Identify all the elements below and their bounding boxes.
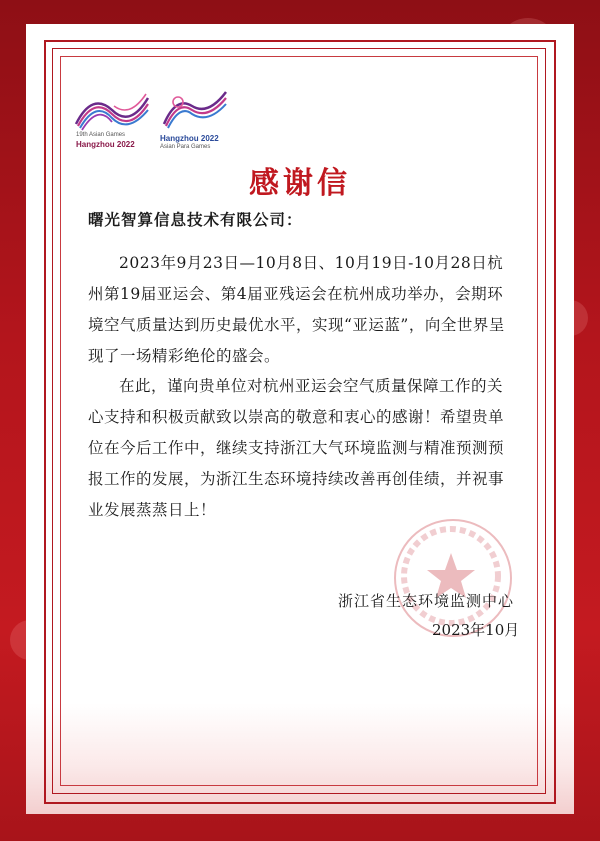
asian-para-games-logo-line2: Asian Para Games bbox=[160, 144, 211, 150]
asian-games-logo-line2: Hangzhou 2022 bbox=[76, 140, 135, 149]
asian-games-logo bbox=[72, 88, 152, 132]
paragraph-2: 在此，谨向贵单位对杭州亚运会空气质量保障工作的关心支持和积极贡献致以崇高的敬意和衷心的感谢！希望贵单位在今后工作中，继续支持浙江大气环境监测与精准预测预报工作的发展，为浙江生态环境持续改善再创佳绩，并祝事业发展蒸蒸日上！ bbox=[88, 377, 505, 519]
signature-organization: 浙江省生态环境监测中心 bbox=[338, 592, 515, 610]
paragraph-1: 2023年9月23日—10月8日、10月19日-10月28日杭州第19届亚运会、第4届亚残运会在杭州成功举办，会期环境空气质量达到历史最优水平，实现“亚运蓝”，向全世界呈现了一场精彩绝伦的盛会。 bbox=[88, 254, 505, 365]
asian-para-games-logo-line1: Hangzhou 2022 bbox=[160, 134, 219, 143]
letter-title: 感谢信 bbox=[249, 166, 351, 201]
salutation: 曙光智算信息技术有限公司： bbox=[88, 210, 303, 229]
asian-para-games-logo bbox=[158, 86, 230, 132]
asian-games-logo-line1: 19th Asian Games bbox=[76, 132, 126, 138]
signature-date: 2023年10月 bbox=[432, 621, 520, 639]
seal-star-icon bbox=[394, 519, 508, 633]
